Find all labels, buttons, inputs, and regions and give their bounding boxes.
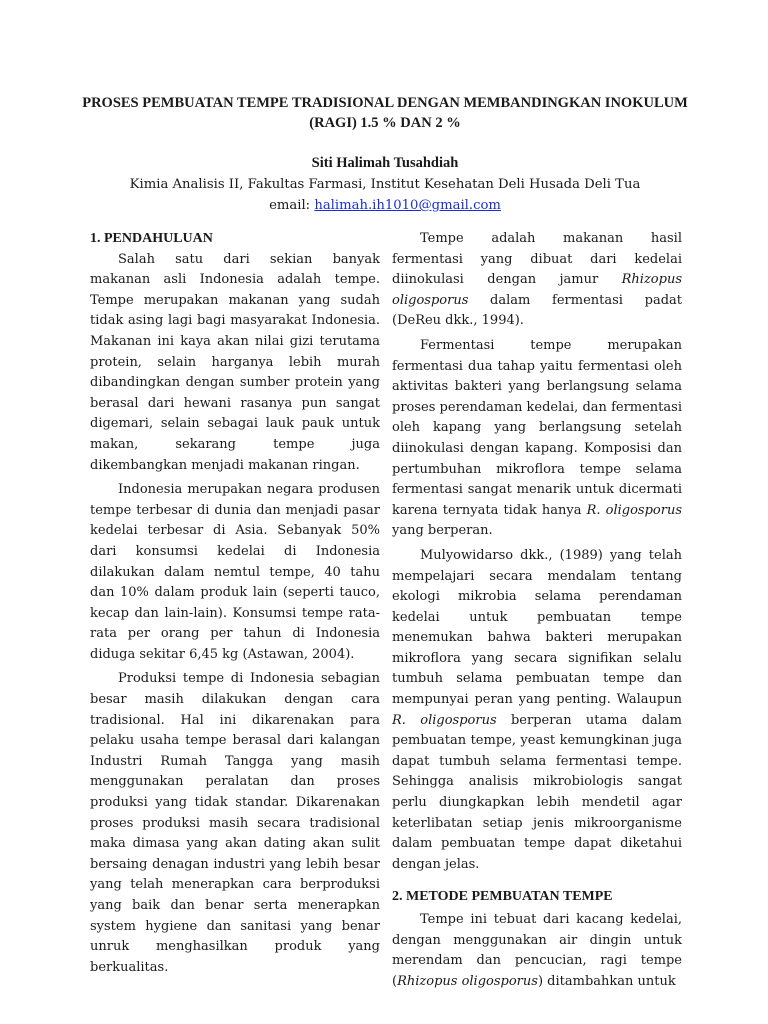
author-email-line bbox=[80, 196, 690, 216]
section-heading-metode: 2. METODE PEMBUATAN TEMPE bbox=[392, 889, 613, 905]
paragraph: Tempe ini tebuat dari kacang kedelai, dengan menggunakan air dingin untuk merendam dan pencucian, ragi tempe (Rhizopus oligosporus) ditambahkan untuk bbox=[392, 912, 682, 989]
species-name: R. oligosporus bbox=[586, 502, 683, 518]
paragraph: Salah satu dari sekian banyak makanan asli Indonesia adalah tempe. Tempe merupakan makanan yang sudah tidak asing lagi bagi masyarakat Indonesia. Makanan ini kaya akan nilai gizi terutama protein, selain harganya lebih murah dibandingkan dengan sumber protein yang berasal dari hewani rasanya pun sangat digemari, selain sebagai lauk pauk untuk makan, sekarang tempe juga dikembangkan menjadi makanan ringan. bbox=[90, 251, 380, 473]
section-heading-pendahuluan: 1. PENDAHULUAN bbox=[90, 231, 213, 246]
paragraph: Mulyowidarso dkk., (1989) yang telah mempelajari secara mendalam tentang ekologi mikrobia selama perendaman kedelai untuk pembuatan tempe menemukan bahwa bakteri merupakan mikroflora yang secara signifikan selalu tumbuh selama pembuatan tempe dan mempunyai peran yang penting. Walaupun R. oligosporus berperan utama dalam pembuatan tempe, yeast kemungkinan juga dapat tumbuh selama fermentasi tempe. Sehingga analisis mikrobiologis sangat perlu diungkapkan lebih mendetil agar keterlibatan setiap jenis mikroorganisme dalam pembuatan tempe dapat diketahui dengan jelas. bbox=[392, 547, 682, 872]
email-link[interactable]: halimah.ih1010@gmail.com bbox=[314, 198, 501, 213]
right-column bbox=[392, 229, 682, 992]
paragraph: Tempe adalah makanan hasil fermentasi yang dibuat dari kedelai diinokulasi dengan jamur Rhizopus oligosporus dalam fermentasi padat (DeReu dkk., 1994). bbox=[392, 231, 682, 329]
paragraph: Fermentasi tempe merupakan fermentasi dua tahap yaitu fermentasi oleh aktivitas bakteri yang berlangsung selama proses perendaman kedelai, dan fermentasi oleh kapang yang berlangsung setelah diinokulasi dengan kapang. Komposisi dan pertumbuhan mikroflora tempe selama fermentasi sangat menarik untuk dicermati karena ternyata tidak hanya R. oligosporus yang berperan. bbox=[392, 337, 683, 539]
species-name: Rhizopus oligosporus bbox=[397, 973, 538, 989]
species-name: R. oligosporus bbox=[392, 712, 497, 728]
author-affiliation: Kimia Analisis II, Fakultas Farmasi, Institut Kesehatan Deli Husada Deli Tua bbox=[129, 177, 641, 192]
species-name: Rhizopus oligosporus bbox=[392, 272, 682, 308]
paper-title: PROSES PEMBUATAN TEMPE TRADISIONAL DENGAN MEMBANDINGKAN INOKULUM (RAGI) 1.5 % DAN 2 % bbox=[82, 95, 688, 131]
paragraph: Indonesia merupakan negara produsen tempe terbesar di dunia dan menjadi pasar kedelai terbesar di Asia. Sebanyak 50% dari konsumsi kedelai di Indonesia dilakukan dalam nemtul tempe, 40 tahu dan 10% dalam produk lain (seperti tauco, kecap dan lain-lain). Konsumsi tempe rata-rata per orang per tahun di Indonesia diduga sekitar 6,45 kg (Astawan, 2004). bbox=[90, 482, 380, 662]
email-label: email: bbox=[269, 198, 315, 213]
author-name: Siti Halimah Tusahdiah bbox=[311, 155, 459, 171]
left-column bbox=[90, 229, 380, 978]
paragraph: Produksi tempe di Indonesia sebagian besar masih dilakukan dengan cara tradisional. Hal ini dikarenakan para pelaku usaha tempe berasal dari kalangan Industri Rumah Tangga yang masih menggunakan peralatan dan proses produksi yang tidak standar. Dikarenakan proses produksi masih secara tradisional maka dimasa yang akan dating akan sulit bersaing denagan industri yang lebih besar yang telah menerapkan cara berproduksi yang baik dan benar serta menerapkan system hygiene dan sanitasi yang benar unruk menghasilkan produk yang berkualitas. bbox=[90, 671, 380, 975]
